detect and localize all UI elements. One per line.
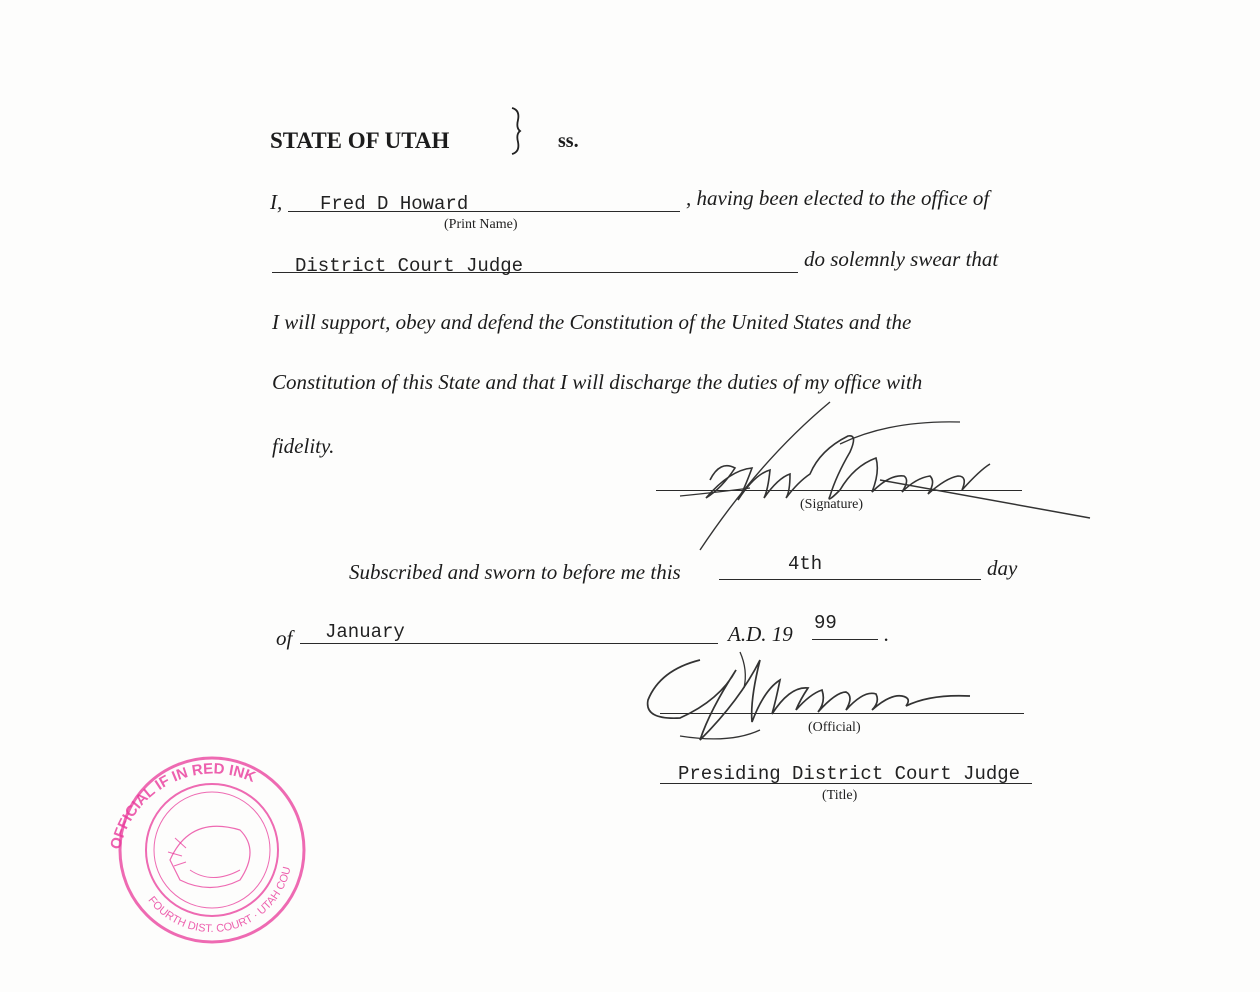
- signature-caption: (Signature): [800, 497, 863, 512]
- official-signature: [640, 640, 980, 750]
- oath-line-5: fidelity.: [272, 434, 335, 458]
- day-value: 4th: [788, 553, 823, 575]
- state-heading: STATE OF UTAH: [270, 128, 450, 153]
- ss-label: ss.: [558, 130, 579, 152]
- elected-text: , having been elected to the office of: [686, 186, 990, 210]
- month-value: January: [325, 621, 405, 643]
- subscribed-text: Subscribed and sworn to before me this: [349, 560, 681, 584]
- seal-top-text: OFFICIAL IF IN RED INK: [107, 760, 258, 852]
- print-name-caption: (Print Name): [444, 217, 518, 232]
- date-period: .: [884, 622, 890, 646]
- office-value: District Court Judge: [295, 255, 524, 277]
- day-word: day: [987, 556, 1018, 580]
- oath-line-4: Constitution of this State and that I will discharge the duties of my office with: [272, 370, 923, 394]
- brace-mark: [508, 106, 528, 156]
- court-seal-stamp: [86, 711, 330, 960]
- printed-name-value: Fred D Howard: [320, 193, 469, 215]
- of-word: of: [276, 626, 293, 650]
- year-value: 99: [814, 612, 837, 634]
- svg-text:OFFICIAL IF IN RED INK: [107, 760, 258, 851]
- i-prefix: I,: [270, 190, 283, 214]
- seal-bottom-text: FOURTH DIST. COURT · UTAH COUNTY: [86, 711, 294, 936]
- ad-prefix: A.D. 19: [728, 622, 793, 646]
- day-underline: [719, 579, 981, 580]
- official-caption: (Official): [808, 720, 861, 735]
- title-caption: (Title): [822, 788, 858, 803]
- title-value: Presiding District Court Judge: [678, 763, 1021, 785]
- oath-line-3: I will support, obey and defend the Constitution of the United States and the: [272, 310, 912, 334]
- swear-text: do solemnly swear that: [804, 247, 999, 271]
- handwritten-signature: [640, 400, 1100, 560]
